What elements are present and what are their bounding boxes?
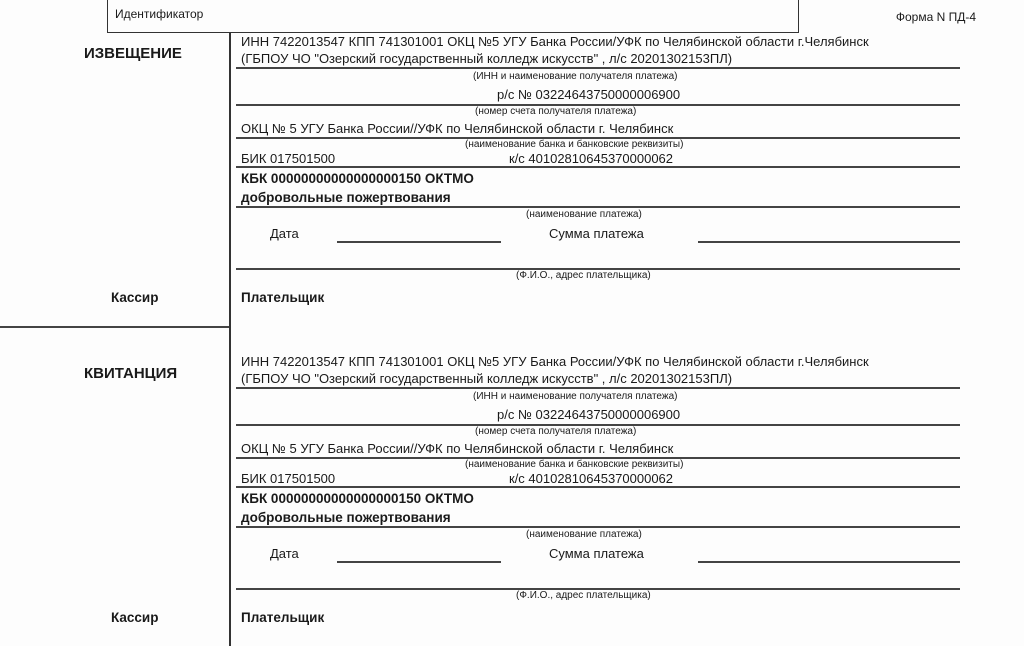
date-label: Дата <box>270 226 299 241</box>
recipient-line-1: ИНН 7422013547 КПП 741301001 ОКЦ №5 УГУ Банка России/УФК по Челябинской области г.Челябинск <box>241 34 869 49</box>
sum-label: Сумма платежа <box>549 226 644 241</box>
bik-underline <box>236 486 960 488</box>
payment-purpose: добровольные пожертвования <box>241 190 451 205</box>
recipient-line-1: ИНН 7422013547 КПП 741301001 ОКЦ №5 УГУ Банка России/УФК по Челябинской области г.Челябинск <box>241 354 869 369</box>
purpose-caption: (наименование платежа) <box>526 209 642 220</box>
date-input[interactable] <box>337 241 501 243</box>
section-divider <box>0 326 229 328</box>
vertical-divider <box>229 33 231 646</box>
recipient-line-2: (ГБПОУ ЧО "Озерский государственный колледж искусств" , л/с 20201302153ПЛ) <box>241 371 733 386</box>
bank-underline <box>236 457 960 459</box>
purpose-caption: (наименование платежа) <box>526 529 642 540</box>
recipient-line-2: (ГБПОУ ЧО "Озерский государственный колледж искусств" , л/с 20201302153ПЛ) <box>241 51 733 66</box>
bik-value: БИК 017501500 <box>241 151 336 166</box>
sum-label: Сумма платежа <box>549 546 644 561</box>
recipient-underline <box>236 67 960 69</box>
account-caption: (номер счета получателя платежа) <box>475 106 637 117</box>
form-label: Форма N ПД-4 <box>895 10 976 24</box>
purpose-underline <box>236 206 960 208</box>
payer-label: Плательщик <box>241 290 325 305</box>
section-title: ИЗВЕЩЕНИЕ <box>84 45 182 62</box>
identifier-box <box>107 0 799 33</box>
correspondent-account: к/с 40102810645370000062 <box>509 471 674 486</box>
sum-input[interactable] <box>698 241 960 243</box>
sum-input[interactable] <box>698 561 960 563</box>
payer-input[interactable] <box>236 268 960 270</box>
payer-caption: (Ф.И.О., адрес плательщика) <box>516 270 651 281</box>
payer-label: Плательщик <box>241 610 325 625</box>
account-underline <box>236 424 960 426</box>
correspondent-account: к/с 40102810645370000062 <box>509 151 674 166</box>
account-number: р/с № 03224643750000006900 <box>497 87 681 102</box>
bank-underline <box>236 137 960 139</box>
purpose-underline <box>236 526 960 528</box>
date-input[interactable] <box>337 561 501 563</box>
cashier-label: Кассир <box>111 290 159 305</box>
account-number: р/с № 03224643750000006900 <box>497 407 681 422</box>
bank-name: ОКЦ № 5 УГУ Банка России//УФК по Челябинской области г. Челябинск <box>241 121 674 136</box>
payment-purpose: добровольные пожертвования <box>241 510 451 525</box>
kbk-value: КБК 00000000000000000150 ОКТМО <box>241 491 474 506</box>
cashier-label: Кассир <box>111 610 159 625</box>
kbk-value: КБК 00000000000000000150 ОКТМО <box>241 171 474 186</box>
payer-input[interactable] <box>236 588 960 590</box>
identifier-label: Идентификатор <box>115 7 204 21</box>
bik-underline <box>236 166 960 168</box>
bik-value: БИК 017501500 <box>241 471 336 486</box>
section-title: КВИТАНЦИЯ <box>84 365 178 382</box>
account-caption: (номер счета получателя платежа) <box>475 426 637 437</box>
bank-caption: (наименование банка и банковские реквизиты) <box>465 459 684 470</box>
bank-caption: (наименование банка и банковские реквизиты) <box>465 139 684 150</box>
bank-name: ОКЦ № 5 УГУ Банка России//УФК по Челябинской области г. Челябинск <box>241 441 674 456</box>
account-underline <box>236 104 960 106</box>
recipient-caption: (ИНН и наименование получателя платежа) <box>473 391 678 402</box>
date-label: Дата <box>270 546 299 561</box>
payer-caption: (Ф.И.О., адрес плательщика) <box>516 590 651 601</box>
recipient-caption: (ИНН и наименование получателя платежа) <box>473 71 678 82</box>
recipient-underline <box>236 387 960 389</box>
